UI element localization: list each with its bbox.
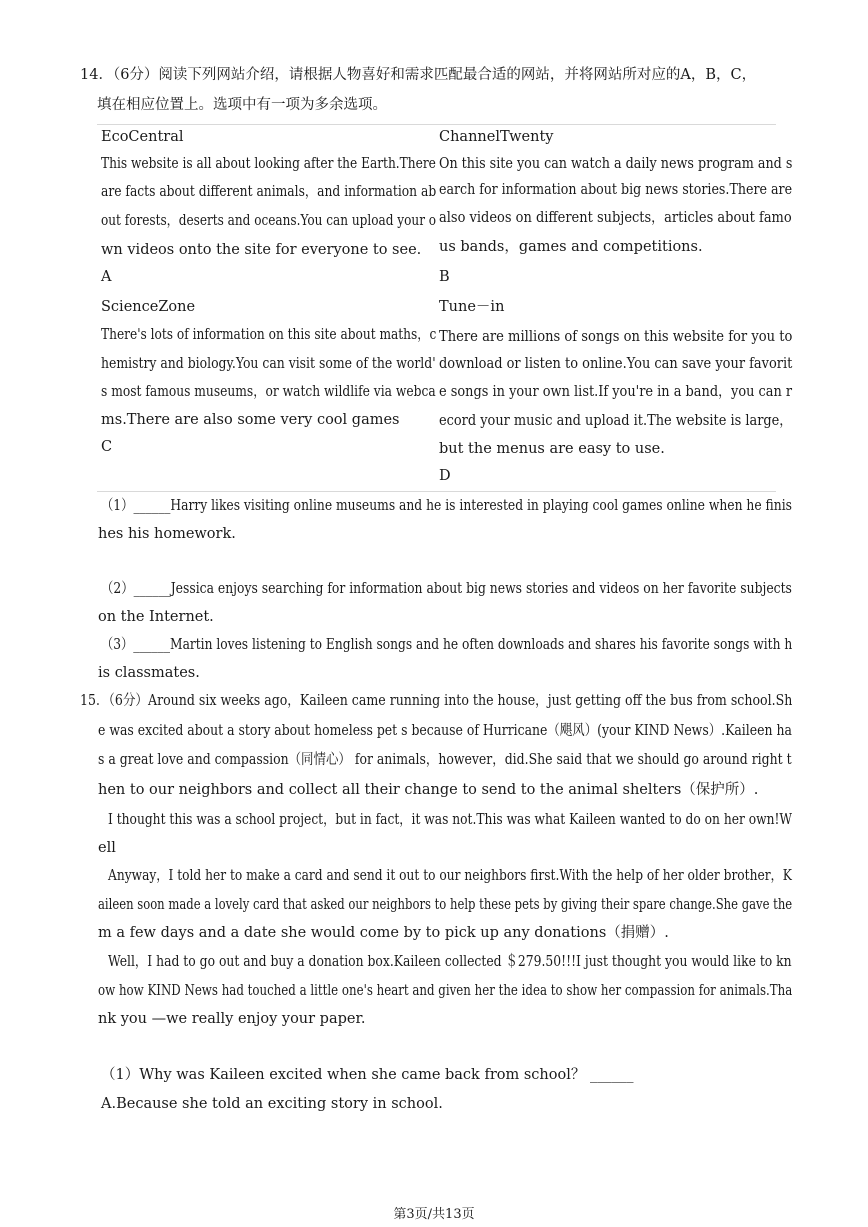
q15-para3-line: aileen soon made a lovely card that asked our neighbors to help these pets by giving their spare change.She gave the — [98, 897, 793, 913]
q15-para1-line: 15．（6分）Around six weeks ago，Kaileen came running into the house，just getting off the bus from school.Sh — [80, 693, 793, 709]
site-name-eco: EcoCentral — [101, 129, 184, 145]
q15-para4-line: Well，I had to go out and buy a donation box.Kaileen collected ＄279.50!!!I just thought you would like to kn — [108, 954, 792, 970]
table-bottom-rule — [97, 491, 776, 492]
site-desc-line: On this site you can watch a daily news program and s — [439, 156, 793, 172]
q15-para3-line: m a few days and a date she would come by to pick up any donations（捐赠）. — [98, 925, 669, 941]
site-desc-line: hemistry and biology.You can visit some of the world' — [101, 356, 436, 372]
page-footer: 第3页/共13页 — [393, 1207, 475, 1222]
site-name-tunein: Tune－in — [439, 299, 505, 315]
q15-para1-line: s a great love and compassion（同情心） for animals，however，did.She said that we should go around right t — [98, 752, 792, 768]
q14-item-1-cont: hes his homework. — [98, 526, 236, 542]
site-desc-line: There's lots of information on this site about maths，c — [101, 327, 437, 343]
site-name-science: ScienceZone — [101, 299, 196, 315]
q15-para1-line: e was excited about a story about homeless pet s because of Hurricane（飓风）(your KIND News）.Kaileen ha — [98, 723, 792, 739]
q15-option-a: A.Because she told an exciting story in school. — [101, 1096, 443, 1112]
site-desc-line: out forests，deserts and oceans.You can upload your o — [101, 213, 437, 229]
site-desc-line: us bands，games and competitions. — [439, 239, 703, 255]
q15-para2-line: I thought this was a school project，but in fact，it was not.This was what Kaileen wanted to do on her own!W — [108, 812, 793, 828]
site-desc-line: s most famous museums，or watch wildlife via webca — [101, 384, 436, 400]
q15-para1-line: hen to our neighbors and collect all their change to send to the animal shelters（保护所）. — [98, 782, 759, 798]
q14-instruction-line1: 14．（6分）阅读下列网站介绍，请根据人物喜好和需求匹配最合适的网站，并将网站所对应的A，B，C， — [80, 67, 757, 83]
q15-para2-line: ell — [98, 840, 116, 856]
q14-item-3-cont: is classmates. — [98, 665, 200, 681]
site-desc-line: download or listen to online.You can save your favorit — [439, 356, 793, 372]
site-desc-line: e songs in your own list.If you're in a band，you can r — [439, 384, 793, 400]
site-desc-line: ecord your music and upload it.The website is large， — [439, 413, 793, 429]
q14-instruction-line2: 填在相应位置上。选项中有一项为多余选项。 — [97, 97, 387, 113]
site-desc-line: also videos on different subjects，articles about famo — [439, 210, 792, 226]
table-top-rule — [97, 124, 776, 125]
q15-para3-line: Anyway，I told her to make a card and send it out to our neighbors first.With the help of her older brother，K — [108, 868, 792, 884]
q14-item-3: （3）______Martin loves listening to English songs and he often downloads and shares his favorite songs with h — [101, 637, 793, 653]
site-desc-line: ms.There are also some very cool games — [101, 412, 400, 428]
site-desc-line: are facts about different animals，and information ab — [101, 184, 437, 200]
site-desc-line: wn videos onto the site for everyone to see. — [101, 242, 422, 258]
site-letter: B — [439, 269, 450, 285]
site-letter: C — [101, 439, 113, 455]
site-name-channel: ChannelTwenty — [439, 129, 554, 145]
q14-item-2-cont: on the Internet. — [98, 609, 214, 625]
site-letter: A — [101, 269, 112, 285]
site-desc-line: earch for information about big news stories.There are — [439, 182, 793, 198]
site-letter: D — [439, 468, 451, 484]
q15-para4-line: ow how KIND News had touched a little one's heart and given her the idea to show her compassion for animals.Tha — [98, 983, 793, 999]
site-desc-line: but the menus are easy to use. — [439, 441, 665, 457]
q14-item-1: （1）______Harry likes visiting online museums and he is interested in playing cool games online when he finis — [101, 498, 792, 514]
site-desc-line: This website is all about looking after the Earth.There — [101, 156, 436, 172]
q14-item-2: （2）______Jessica enjoys searching for information about big news stories and videos on her favorite subjects — [101, 581, 792, 597]
q15-question-1: （1）Why was Kaileen excited when she came back from school？ ______ — [101, 1067, 634, 1083]
site-desc-line: There are millions of songs on this website for you to — [439, 329, 793, 345]
q15-para4-line: nk you —we really enjoy your paper. — [98, 1011, 366, 1027]
